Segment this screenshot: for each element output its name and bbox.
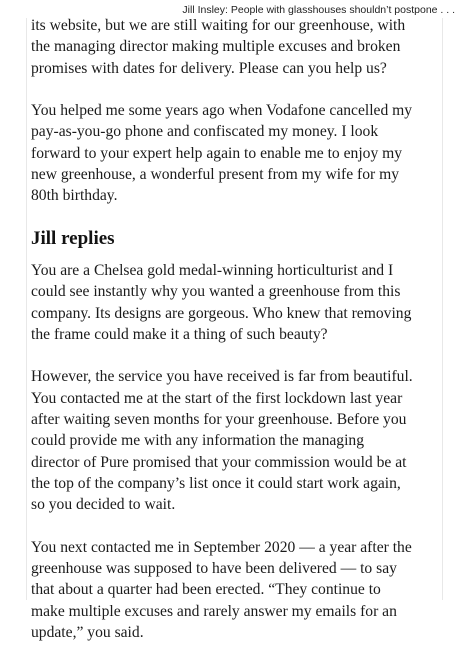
- article-paragraph: However, the service you have received is far from beautiful. You contacted me at the start of the first lockdown last year after waiting seven months for your greenhouse. Before you could provide me with any information the managing director of Pure promised that your commission would be at the top of the company’s list once it could start work again, so you decided to wait.: [31, 368, 413, 514]
- article-paragraph: You helped me some years ago when Vodafone cancelled my pay-as-you-go phone and confiscated my money. I look forward to your expert help again to enable me to enjoy my new greenhouse, a wonderful present from my wife for my 80th birthday.: [31, 102, 413, 205]
- right-margin-rule: [442, 18, 443, 600]
- article-body: [31, 15, 416, 665]
- section-subheading: Jill replies: [31, 227, 115, 249]
- article-paragraph: You are a Chelsea gold medal-winning horticulturist and I could see instantly why you wanted a greenhouse from this company. Its designs are gorgeous. Who knew that removing the frame could make it a thing of such beauty?: [31, 261, 412, 343]
- left-margin-rule: [26, 18, 27, 600]
- article-paragraph: its website, but we are still waiting for our greenhouse, with the managing director making multiple excuses and broken promises with dates for delivery. Please can you help us?: [31, 17, 406, 77]
- article-paragraph: You next contacted me in September 2020 — a year after the greenhouse was supposed to have been delivered — to say that about a quarter had been erected. “They continue to make multiple excuses and rarely answer my emails for an update,” you said.: [31, 538, 412, 642]
- running-header: Jill Insley: People with glasshouses shouldn’t postpone . . .: [182, 4, 455, 16]
